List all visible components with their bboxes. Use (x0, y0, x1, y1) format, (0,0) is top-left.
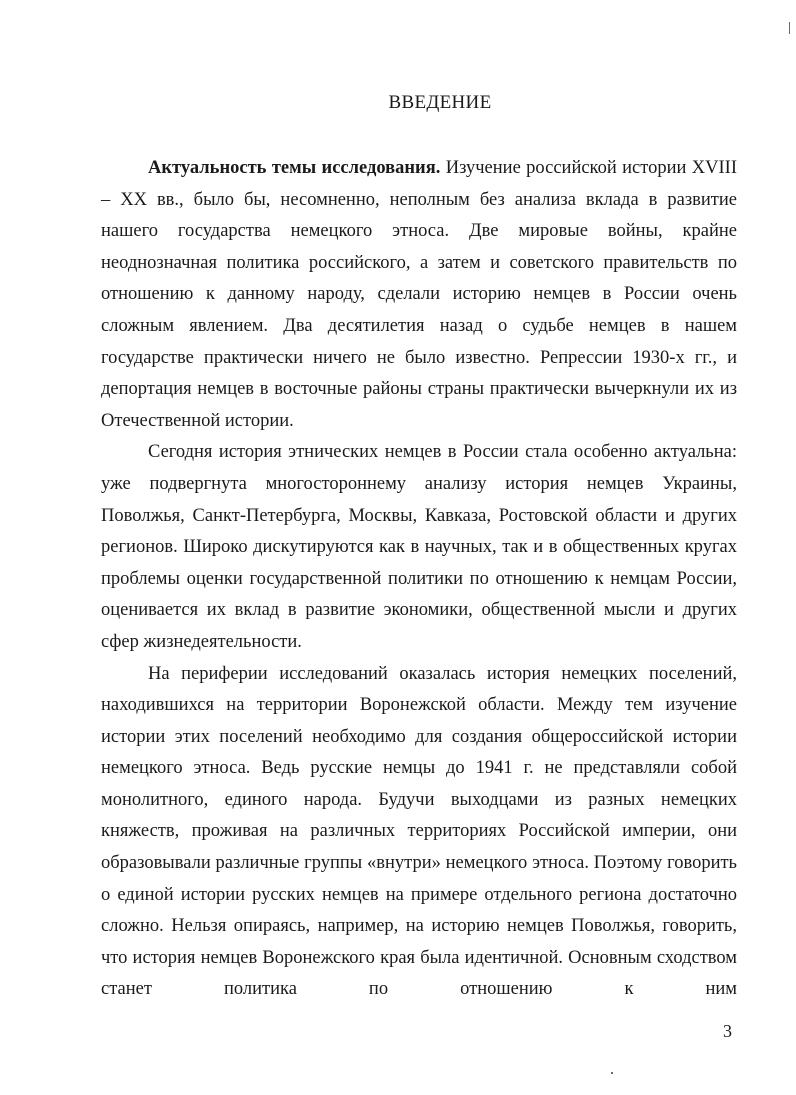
page-title: ВВЕДЕНИЕ (388, 92, 492, 113)
page-number: 3 (723, 1021, 732, 1041)
paragraph-today (101, 437, 737, 658)
scan-speck (611, 1072, 613, 1074)
paragraph-lead: Актуальность темы исследования. (148, 158, 441, 178)
paragraph-text: Изучение российской истории XVIII – XX вв., было бы, несомненно, неполным без анализа вклада в развитие нашего государства немецкого этноса. Две мировые войны, крайне неоднозначная политика российского, а затем и советского правительств по отношению к данному народу, сделали историю немцев в России очень сложным явлением. Два десятилетия назад о судьбе немцев в нашем государстве практически ничего не было известно. Репрессии 1930-х гг., и депортация немцев в восточные районы страны практически вычеркнули их из Отечественной истории. (101, 158, 737, 431)
paragraph-text: Сегодня история этнических немцев в России стала особенно актуальна: уже подвергнута многостороннему анализу история немцев Украины, Поволжья, Санкт-Петербурга, Москвы, Кавказа, Ростовской области и других регионов. Широко дискутируются как в научных, так и в общественных кругах проблемы оценки государственной политики по отношению к немцам России, оценивается их вклад в развитие экономики, общественной мысли и других сфер жизнедеятельности. (101, 442, 737, 652)
scan-speck (789, 22, 790, 34)
paragraph-text: На периферии исследований оказалась история немецких поселений, находившихся на территории Воронежской области. Между тем изучение истории этих поселений необходимо для создания общероссийской истории немецкого этноса. Ведь русские немцы до 1941 г. не представляли собой монолитного, единого народа. Будучи выходцами из разных немецких княжеств, проживая на различных территориях Российской империи, они образовывали различные группы «внутри» немецкого этноса. Поэтому говорить о единой истории русских немцев на примере отдельного региона достаточно сложно. Нельзя опираясь, например, на историю немцев Поволжья, говорить, что история немцев Воронежского края была идентичной. Основным сходством станет политика по отношению к ним (101, 663, 737, 1000)
paragraph-periphery (101, 659, 737, 1007)
body-text (101, 153, 737, 1006)
paragraph-relevance (101, 153, 737, 437)
